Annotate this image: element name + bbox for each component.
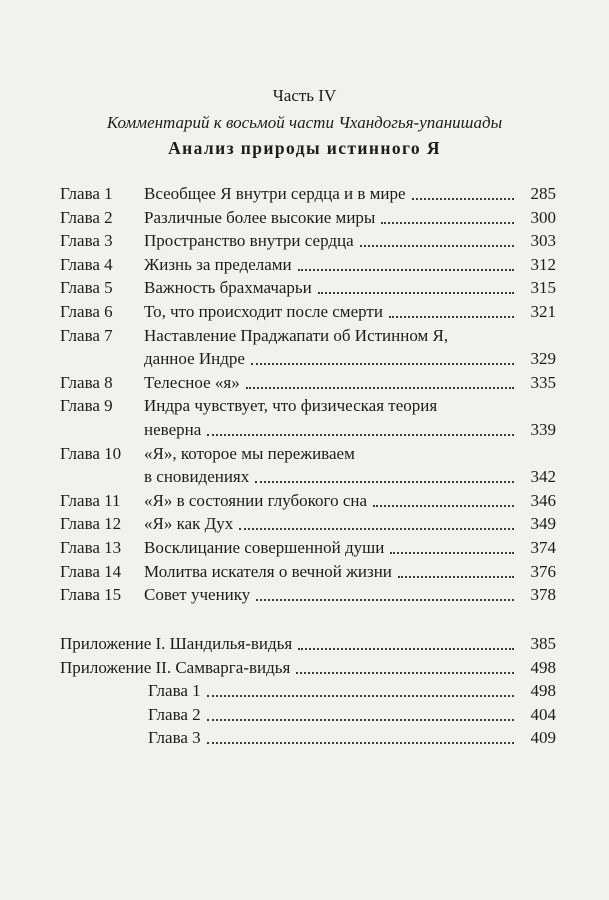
page-number: 285 [530,184,556,203]
page-number: 339 [530,420,556,439]
toc-row [0,371,609,395]
page-number: 335 [530,372,556,392]
toc-row [0,442,609,466]
toc-row [0,560,609,584]
page-number: 321 [530,302,556,321]
appendix-chapter-row [0,703,609,727]
page-number: 498 [530,681,556,701]
page-number: 300 [530,207,556,227]
dot-leader [398,576,514,578]
dot-leader [296,672,514,674]
entry-title: данное Индре [144,349,245,369]
toc-row [0,206,609,230]
dot-leader [318,292,514,294]
toc-row [0,583,609,607]
entry-title: То, что происходит после смерти [144,302,383,321]
toc-row [0,489,609,513]
page-number: 349 [530,514,556,534]
appendix-chapter-row [0,679,609,703]
dot-leader [389,316,514,318]
chapter-label: Глава 8 [60,372,113,392]
dot-leader [412,198,514,200]
page-number: 498 [530,657,556,677]
toc-row [0,394,609,418]
dot-leader [256,599,514,601]
toc-row [0,229,609,253]
chapter-label: Глава 12 [60,514,122,534]
chapter-label: Глава 1 [60,184,113,203]
page-number: 385 [530,634,556,653]
entry-title: Важность брахмачарьи [144,278,312,298]
page-number: 346 [530,490,556,510]
toc-row [0,300,609,324]
chapter-label: Глава 14 [60,561,122,581]
chapter-label: Глава 10 [60,443,122,463]
appendix-row [0,632,609,656]
chapter-label: Глава 11 [60,490,121,510]
part-title: Анализ природы истинного Я [168,138,441,158]
page-number: 342 [530,467,556,487]
appendix-row [0,656,609,680]
page-number: 378 [530,585,556,605]
entry-title: «Я» как Дух [144,514,234,534]
page-number: 374 [530,538,556,557]
entry-title: Индра чувствует, что физическая теория [144,396,438,416]
dot-leader [298,648,514,650]
toc-row [0,347,609,371]
page-number: 312 [530,254,556,274]
appendix-title: Приложение I. Шандилья-видья [60,634,293,653]
page-number: 329 [530,349,556,369]
entry-title: Совет ученику [144,585,251,605]
entry-title: Телесное «я» [144,372,240,392]
entry-title: «Я», которое мы переживаем [144,443,355,463]
dot-leader [251,363,514,365]
dot-leader [373,505,514,507]
chapter-label: Глава 5 [60,278,113,298]
entry-title: Молитва искателя о вечной жизни [144,561,392,581]
dot-leader [298,269,514,271]
toc-row [0,418,609,442]
entry-title: Пространство внутри сердца [144,231,354,251]
page-number: 409 [530,728,556,748]
dot-leader [207,719,514,721]
part-number: Часть IV [272,86,337,105]
entry-title: Различные более высокие миры [144,207,376,227]
chapter-label: Глава 3 [60,231,113,251]
entry-title: «Я» в состоянии глубокого сна [144,490,368,510]
entry-title: неверна [144,420,202,439]
appendix-chapter-title: Глава 1 [148,681,201,701]
page-number: 404 [530,704,556,724]
dot-leader [207,742,514,744]
chapter-label: Глава 9 [60,396,113,416]
dot-leader [207,695,514,697]
chapter-label: Глава 15 [60,585,122,605]
dot-leader [246,387,514,389]
part-subtitle: Комментарий к восьмой части Чхандогья-упанишады [106,113,503,132]
entry-title: Всеобщее Я внутри сердца и в мире [144,184,406,203]
entry-title: Жизнь за пределами [144,254,292,274]
toc-row [0,512,609,536]
chapter-label: Глава 7 [60,325,113,345]
appendix-chapter-title: Глава 2 [148,704,201,724]
page-number: 376 [530,561,556,581]
entry-title: Наставление Праджапати об Истинном Я, [144,325,449,345]
page-number: 315 [530,278,556,298]
chapter-label: Глава 4 [60,254,113,274]
appendix-chapter-title: Глава 3 [148,728,201,748]
toc-row [0,253,609,277]
toc-row [0,276,609,300]
dot-leader [390,552,514,554]
chapter-label: Глава 2 [60,207,113,227]
dot-leader [360,245,514,247]
toc-row [0,536,609,560]
toc-row [0,465,609,489]
page-number: 303 [530,231,556,251]
dot-leader [381,222,514,224]
appendix-chapter-row [0,726,609,750]
chapter-label: Глава 13 [60,538,122,557]
entry-title: в сновидениях [144,467,250,487]
chapter-label: Глава 6 [60,302,113,321]
toc-row [0,182,609,206]
dot-leader [239,528,514,530]
dot-leader [207,434,514,436]
appendix-title: Приложение II. Самварга-видья [60,657,291,677]
entry-title: Восклицание совершенной души [144,538,385,557]
toc-row [0,324,609,348]
dot-leader [255,481,514,483]
